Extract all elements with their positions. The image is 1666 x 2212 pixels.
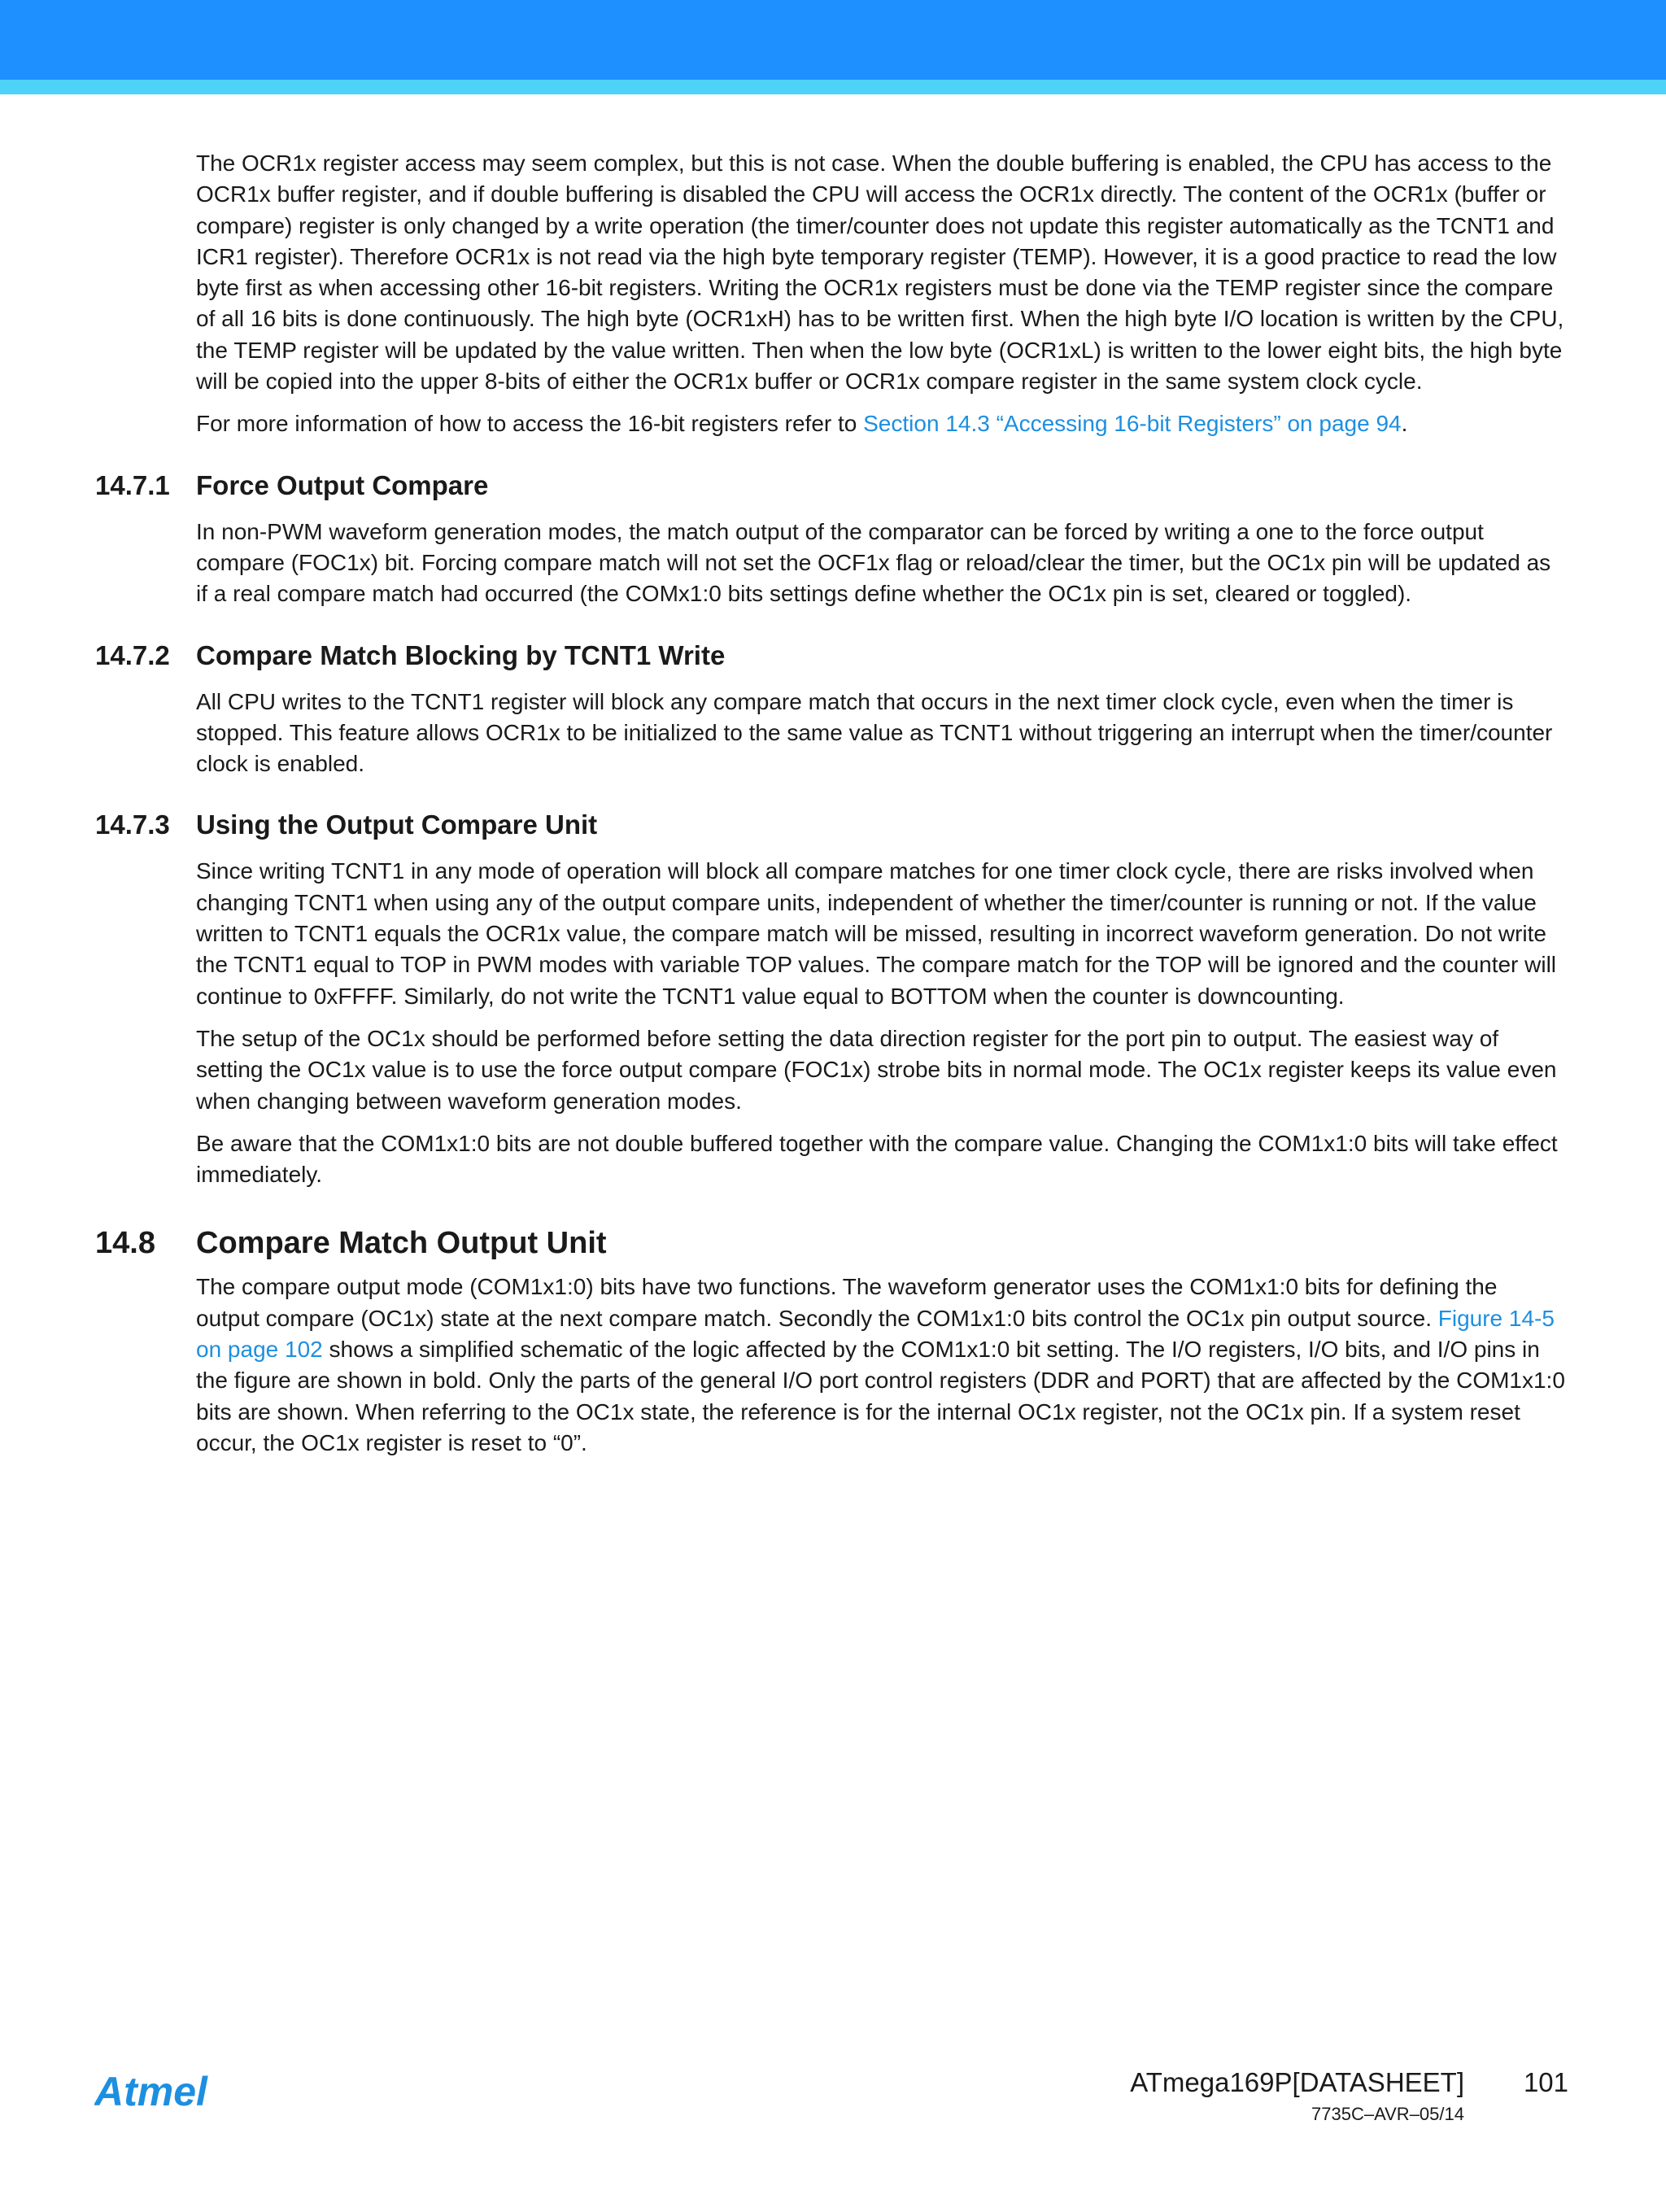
- heading-number: 14.7.1: [95, 469, 170, 500]
- document-code: 7735C–AVR–05/14: [1311, 2104, 1464, 2124]
- heading-14-7-2: [0, 638, 1666, 674]
- heading-title: Compare Match Output Unit: [196, 1226, 607, 1261]
- s1471-paragraph-1: In non-PWM waveform generation modes, the match output of the comparator can be forced by writing a one to the force output compare (FOC1x) bit. Forcing compare match will not set the OCF1x flag or reload/clear the timer, but the OC1x pin will be updated as if a real compare match had occurred (the COMx1:0 bits settings define whether the OC1x pin is set, cleared or toggled).: [196, 518, 1551, 607]
- page-number: 101: [1523, 2067, 1568, 2097]
- heading-title: Force Output Compare: [196, 469, 489, 500]
- intro-p2-end: .: [1401, 411, 1408, 437]
- s1473-paragraph-1: Since writing TCNT1 in any mode of operation will block all compare matches for one timer clock cycle, there are risks involved when changing TCNT1 when using any of the output compare units, independent of whether the timer/counter is running or not. If the value written to TCNT1 equals the OCR1x value, the compare match will be missed, resulting in incorrect waveform generation. Do not write the TCNT1 equal to TOP in PWM modes with variable TOP values. The compare match for the TOP will be ignored and the counter will continue to 0xFFFF. Similarly, do not write the TCNT1 value equal to BOTTOM when the counter is downcounting.: [196, 858, 1557, 1009]
- s1473-paragraph-2: The setup of the OC1x should be performed before setting the data direction register for the port pin to output. The easiest way of setting the OC1x value is to use the force output compare (FOC1x) strobe bits in normal mode. The OC1x register keeps its value even when changing between waveform generation modes.: [196, 1025, 1557, 1114]
- s1473-paragraph-3: Be aware that the COM1x1:0 bits are not double buffered together with the compare value. Changing the COM1x1:0 bits will take effect immediately.: [196, 1130, 1558, 1188]
- intro-paragraph-1: The OCR1x register access may seem complex, but this is not case. When the double buffering is enabled, the CPU has access to the OCR1x buffer register, and if double buffering is disabled the CPU will access the OCR1x directly. The content of the OCR1x (buffer or compare) register is only changed by a write operation (the timer/counter does not update this register automatically as the TCNT1 and ICR1 register). Therefore OCR1x is not read via the high byte temporary register (TEMP). However, it is a good practice to read the low byte first as when accessing other 16-bit registers. Writing the OCR1x registers must be done via the TEMP register since the compare of all 16 bits is done continuously. The high byte (OCR1xH) has to be written first. When the high byte I/O location is written by the CPU, the TEMP register will be updated by the value written. Then when the low byte (OCR1xL) is written to the lower eight bits, the high byte will be copied into the upper 8-bits of either the OCR1x buffer or OCR1x compare register in the same system clock cycle.: [196, 151, 1564, 395]
- figure-14-5-link[interactable]: Figure 14-5 on page 102: [196, 1305, 1555, 1363]
- heading-number: 14.7.2: [95, 639, 170, 670]
- heading-14-7-3: [0, 807, 1666, 843]
- s1472-paragraph-1: All CPU writes to the TCNT1 register will block any compare match that occurs in the next timer clock cycle, even when the timer is stopped. This feature allows OCR1x to be initialized to the same value as TCNT1 without triggering an interrupt when the timer/counter clock is enabled.: [196, 688, 1553, 777]
- atmel-logo: [94, 2073, 241, 2112]
- intro-paragraph-2: [196, 408, 1566, 439]
- document-title: ATmega169P[DATASHEET]: [1130, 2067, 1464, 2097]
- section-14-3-link[interactable]: Section 14.3 “Accessing 16-bit Registers” on page 94: [863, 411, 1402, 437]
- heading-number: 14.8: [95, 1226, 155, 1261]
- heading-number: 14.7.3: [95, 809, 170, 840]
- heading-title: Using the Output Compare Unit: [196, 809, 598, 840]
- header-band: [0, 0, 1666, 80]
- s148-p1-text: The compare output mode (COM1x1:0) bits have two functions. The waveform generator uses the COM1x1:0 bits for defining the output compare (OC1x) state at the next compare match. Secondly the COM1x1:0 bits control the OC1x pin output source.: [196, 1274, 1498, 1331]
- heading-title: Compare Match Blocking by TCNT1 Write: [196, 639, 726, 670]
- header-stripe: [0, 80, 1666, 94]
- page-content: [0, 148, 1666, 1470]
- intro-p2-text: For more information of how to access the 16-bit registers refer to: [196, 411, 864, 437]
- heading-14-8: [0, 1223, 1666, 1263]
- heading-14-7-1: [0, 468, 1666, 504]
- atmel-logo-text: Atmel: [94, 2073, 207, 2112]
- s148-p1-rest: shows a simplified schematic of the logic affected by the COM1x1:0 bit setting. The I/O registers, I/O bits, and I/O pins in the figure are shown in bold. Only the parts of the general I/O port control registers (DDR and PORT) that are affected by the COM1x1:0 bits are shown. When referring to the OC1x state, the reference is for the internal OC1x register, not the OC1x pin. If a system reset occur, the OC1x register is reset to “0”.: [196, 1337, 1565, 1455]
- s148-paragraph-1: [196, 1272, 1566, 1459]
